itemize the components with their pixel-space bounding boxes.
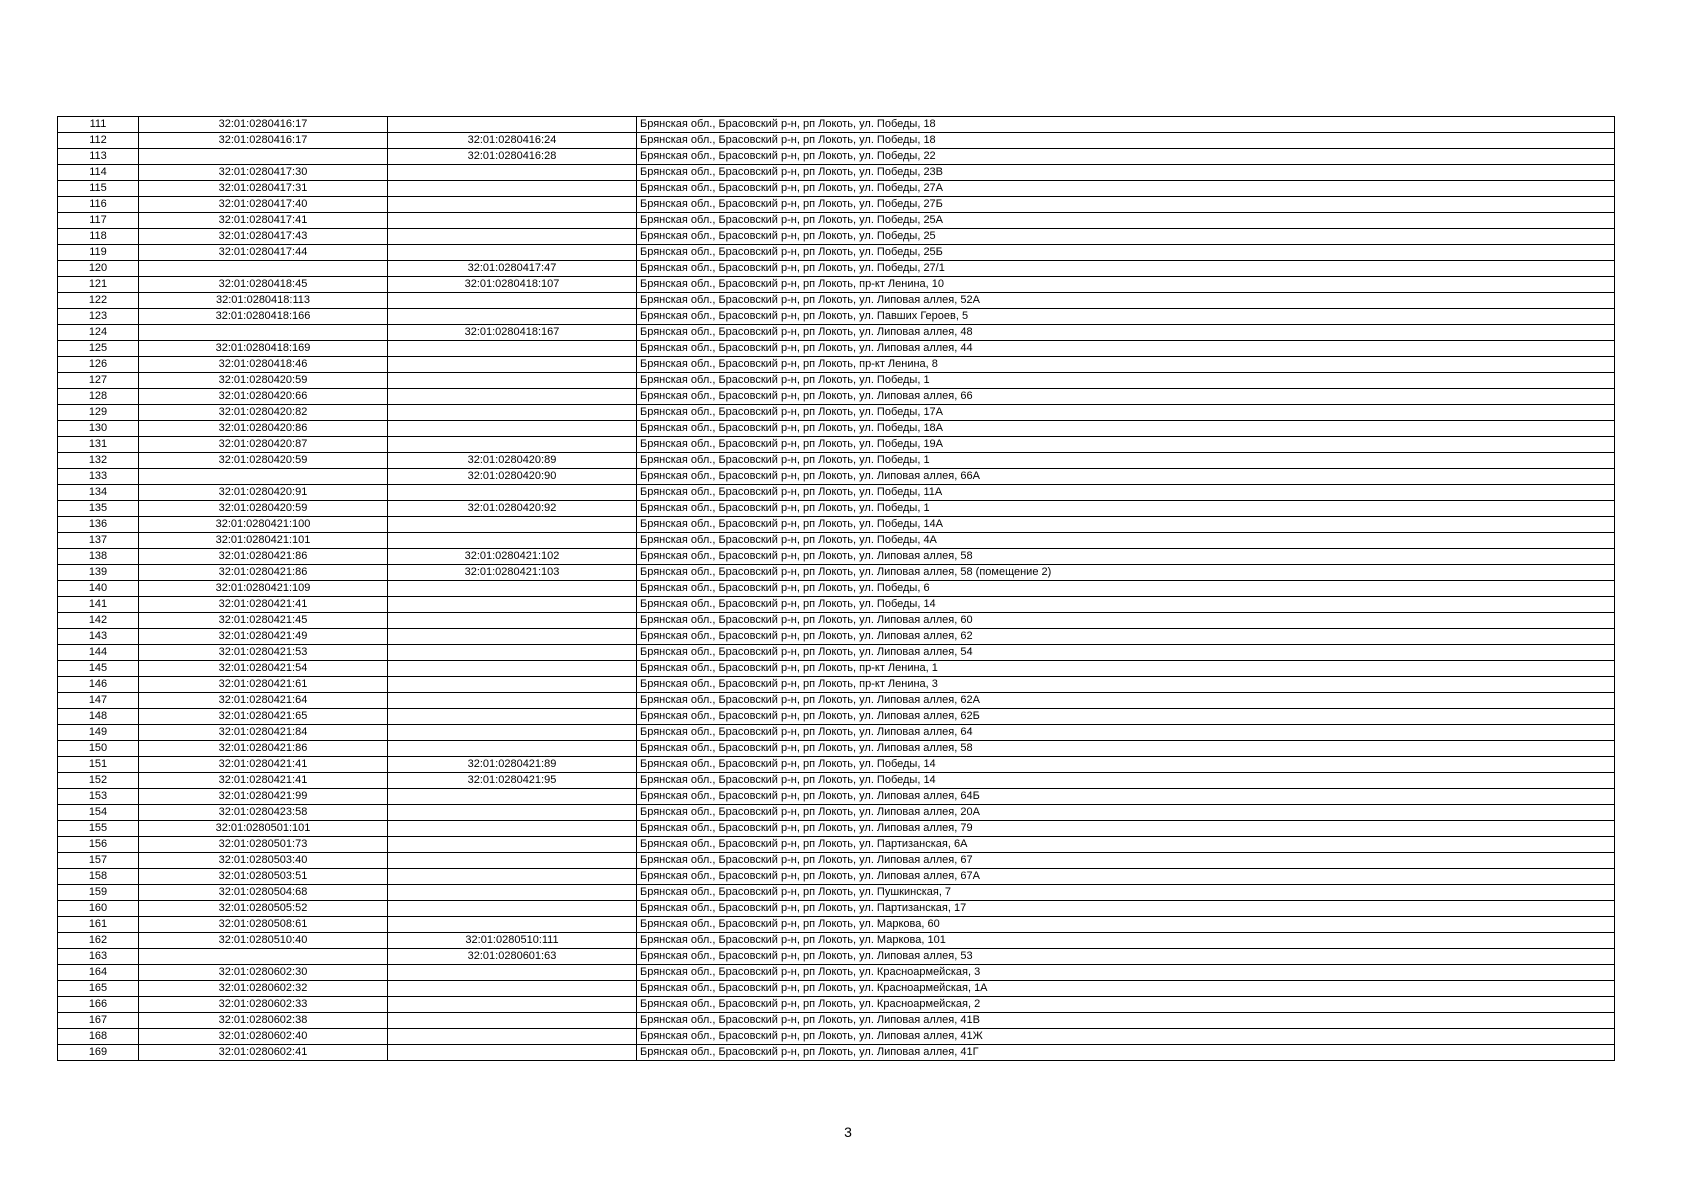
cadastral-number-cell: 32:01:0280420:59 [139, 453, 388, 469]
related-cadastral-number-cell: 32:01:0280416:28 [388, 149, 637, 165]
row-number-cell: 156 [58, 837, 139, 853]
table-row [58, 917, 1615, 933]
related-cadastral-number-cell [388, 437, 637, 453]
row-number-cell: 132 [58, 453, 139, 469]
table-row [58, 885, 1615, 901]
table-row [58, 181, 1615, 197]
related-cadastral-number-cell [388, 165, 637, 181]
related-cadastral-number-cell [388, 581, 637, 597]
address-cell: Брянская обл., Брасовский р-н, рп Локоть, ул. Победы, 25 [637, 229, 1615, 245]
table-row [58, 965, 1615, 981]
address-cell: Брянская обл., Брасовский р-н, рп Локоть, ул. Победы, 14А [637, 517, 1615, 533]
row-number-cell: 121 [58, 277, 139, 293]
related-cadastral-number-cell: 32:01:0280420:92 [388, 501, 637, 517]
address-cell: Брянская обл., Брасовский р-н, рп Локоть, ул. Липовая аллея, 62Б [637, 709, 1615, 725]
row-number-cell: 141 [58, 597, 139, 613]
related-cadastral-number-cell [388, 389, 637, 405]
address-cell: Брянская обл., Брасовский р-н, рп Локоть, ул. Победы, 1 [637, 373, 1615, 389]
cadastral-number-cell: 32:01:0280417:43 [139, 229, 388, 245]
table-row [58, 1013, 1615, 1029]
table-row [58, 197, 1615, 213]
table-row [58, 981, 1615, 997]
cadastral-number-cell: 32:01:0280508:61 [139, 917, 388, 933]
table-row [58, 325, 1615, 341]
cadastral-number-cell: 32:01:0280504:68 [139, 885, 388, 901]
cadastral-number-cell: 32:01:0280421:101 [139, 533, 388, 549]
row-number-cell: 163 [58, 949, 139, 965]
address-cell: Брянская обл., Брасовский р-н, рп Локоть, ул. Красноармейская, 1А [637, 981, 1615, 997]
related-cadastral-number-cell [388, 629, 637, 645]
related-cadastral-number-cell [388, 869, 637, 885]
address-cell: Брянская обл., Брасовский р-н, рп Локоть, ул. Липовая аллея, 60 [637, 613, 1615, 629]
row-number-cell: 154 [58, 805, 139, 821]
table-row [58, 677, 1615, 693]
related-cadastral-number-cell [388, 613, 637, 629]
related-cadastral-number-cell: 32:01:0280421:102 [388, 549, 637, 565]
table-row [58, 629, 1615, 645]
row-number-cell: 117 [58, 213, 139, 229]
cadastral-number-cell: 32:01:0280503:51 [139, 869, 388, 885]
row-number-cell: 166 [58, 997, 139, 1013]
table-row [58, 901, 1615, 917]
cadastral-number-cell: 32:01:0280420:59 [139, 501, 388, 517]
table-row [58, 453, 1615, 469]
address-cell: Брянская обл., Брасовский р-н, рп Локоть, ул. Победы, 14 [637, 773, 1615, 789]
cadastral-number-cell: 32:01:0280418:113 [139, 293, 388, 309]
row-number-cell: 131 [58, 437, 139, 453]
row-number-cell: 150 [58, 741, 139, 757]
table-row [58, 741, 1615, 757]
address-cell: Брянская обл., Брасовский р-н, рп Локоть, ул. Победы, 6 [637, 581, 1615, 597]
row-number-cell: 140 [58, 581, 139, 597]
cadastral-number-cell [139, 949, 388, 965]
cadastral-number-cell: 32:01:0280420:86 [139, 421, 388, 437]
cadastral-number-cell: 32:01:0280421:65 [139, 709, 388, 725]
cadastral-number-cell: 32:01:0280510:40 [139, 933, 388, 949]
cadastral-number-cell: 32:01:0280418:46 [139, 357, 388, 373]
table-row [58, 869, 1615, 885]
row-number-cell: 145 [58, 661, 139, 677]
address-cell: Брянская обл., Брасовский р-н, рп Локоть, ул. Липовая аллея, 58 [637, 549, 1615, 565]
cadastral-number-cell [139, 149, 388, 165]
related-cadastral-number-cell [388, 597, 637, 613]
row-number-cell: 168 [58, 1029, 139, 1045]
cadastral-number-cell: 32:01:0280417:30 [139, 165, 388, 181]
cadastral-number-cell: 32:01:0280421:86 [139, 549, 388, 565]
address-cell: Брянская обл., Брасовский р-н, рп Локоть, ул. Липовая аллея, 66А [637, 469, 1615, 485]
related-cadastral-number-cell: 32:01:0280418:107 [388, 277, 637, 293]
row-number-cell: 133 [58, 469, 139, 485]
row-number-cell: 164 [58, 965, 139, 981]
address-cell: Брянская обл., Брасовский р-н, рп Локоть, ул. Липовая аллея, 67 [637, 853, 1615, 869]
cadastral-number-cell: 32:01:0280420:87 [139, 437, 388, 453]
address-cell: Брянская обл., Брасовский р-н, рп Локоть, ул. Липовая аллея, 79 [637, 821, 1615, 837]
cadastral-number-cell [139, 261, 388, 277]
address-cell: Брянская обл., Брасовский р-н, рп Локоть, ул. Маркова, 60 [637, 917, 1615, 933]
related-cadastral-number-cell [388, 725, 637, 741]
related-cadastral-number-cell [388, 709, 637, 725]
table-row [58, 805, 1615, 821]
related-cadastral-number-cell [388, 341, 637, 357]
address-cell: Брянская обл., Брасовский р-н, рп Локоть, ул. Победы, 14 [637, 757, 1615, 773]
related-cadastral-number-cell [388, 405, 637, 421]
row-number-cell: 143 [58, 629, 139, 645]
table-row [58, 581, 1615, 597]
row-number-cell: 155 [58, 821, 139, 837]
row-number-cell: 138 [58, 549, 139, 565]
address-cell: Брянская обл., Брасовский р-н, рп Локоть, ул. Липовая аллея, 41В [637, 1013, 1615, 1029]
row-number-cell: 149 [58, 725, 139, 741]
row-number-cell: 146 [58, 677, 139, 693]
cadastral-number-cell: 32:01:0280421:54 [139, 661, 388, 677]
data-table [57, 116, 1615, 1061]
cadastral-number-cell [139, 469, 388, 485]
row-number-cell: 129 [58, 405, 139, 421]
related-cadastral-number-cell [388, 821, 637, 837]
cadastral-number-cell: 32:01:0280421:53 [139, 645, 388, 661]
address-cell: Брянская обл., Брасовский р-н, рп Локоть, ул. Победы, 19А [637, 437, 1615, 453]
address-cell: Брянская обл., Брасовский р-н, рп Локоть, ул. Липовая аллея, 48 [637, 325, 1615, 341]
related-cadastral-number-cell [388, 789, 637, 805]
cadastral-number-cell: 32:01:0280421:100 [139, 517, 388, 533]
table-row [58, 1045, 1615, 1061]
row-number-cell: 159 [58, 885, 139, 901]
address-cell: Брянская обл., Брасовский р-н, рп Локоть, ул. Маркова, 101 [637, 933, 1615, 949]
related-cadastral-number-cell [388, 693, 637, 709]
row-number-cell: 120 [58, 261, 139, 277]
cadastral-number-cell: 32:01:0280421:41 [139, 597, 388, 613]
row-number-cell: 130 [58, 421, 139, 437]
address-cell: Брянская обл., Брасовский р-н, рп Локоть, ул. Пушкинская, 7 [637, 885, 1615, 901]
address-cell: Брянская обл., Брасовский р-н, рп Локоть, ул. Липовая аллея, 41Ж [637, 1029, 1615, 1045]
table-row [58, 309, 1615, 325]
table-row [58, 773, 1615, 789]
cadastral-number-cell: 32:01:0280423:58 [139, 805, 388, 821]
related-cadastral-number-cell [388, 517, 637, 533]
row-number-cell: 127 [58, 373, 139, 389]
related-cadastral-number-cell [388, 1045, 637, 1061]
related-cadastral-number-cell [388, 1013, 637, 1029]
related-cadastral-number-cell [388, 229, 637, 245]
related-cadastral-number-cell: 32:01:0280510:111 [388, 933, 637, 949]
address-cell: Брянская обл., Брасовский р-н, рп Локоть, ул. Липовая аллея, 67А [637, 869, 1615, 885]
address-cell: Брянская обл., Брасовский р-н, рп Локоть, ул. Победы, 11А [637, 485, 1615, 501]
table-row [58, 277, 1615, 293]
related-cadastral-number-cell [388, 293, 637, 309]
table-row [58, 645, 1615, 661]
cadastral-number-cell: 32:01:0280421:41 [139, 757, 388, 773]
cadastral-number-cell: 32:01:0280420:91 [139, 485, 388, 501]
address-cell: Брянская обл., Брасовский р-н, рп Локоть, ул. Липовая аллея, 66 [637, 389, 1615, 405]
cadastral-number-cell: 32:01:0280421:86 [139, 565, 388, 581]
table-row [58, 405, 1615, 421]
table-row [58, 245, 1615, 261]
table-row [58, 789, 1615, 805]
related-cadastral-number-cell [388, 837, 637, 853]
row-number-cell: 142 [58, 613, 139, 629]
row-number-cell: 119 [58, 245, 139, 261]
address-cell: Брянская обл., Брасовский р-н, рп Локоть, ул. Победы, 14 [637, 597, 1615, 613]
row-number-cell: 114 [58, 165, 139, 181]
cadastral-number-cell: 32:01:0280602:32 [139, 981, 388, 997]
cadastral-number-cell: 32:01:0280421:84 [139, 725, 388, 741]
row-number-cell: 157 [58, 853, 139, 869]
table-row [58, 757, 1615, 773]
cadastral-number-cell: 32:01:0280602:41 [139, 1045, 388, 1061]
table-row [58, 533, 1615, 549]
row-number-cell: 136 [58, 517, 139, 533]
address-cell: Брянская обл., Брасовский р-н, рп Локоть, ул. Липовая аллея, 62А [637, 693, 1615, 709]
related-cadastral-number-cell [388, 853, 637, 869]
table-row [58, 213, 1615, 229]
row-number-cell: 137 [58, 533, 139, 549]
address-cell: Брянская обл., Брасовский р-н, рп Локоть, ул. Красноармейская, 3 [637, 965, 1615, 981]
address-cell: Брянская обл., Брасовский р-н, рп Локоть, ул. Партизанская, 17 [637, 901, 1615, 917]
related-cadastral-number-cell [388, 917, 637, 933]
row-number-cell: 116 [58, 197, 139, 213]
related-cadastral-number-cell [388, 885, 637, 901]
related-cadastral-number-cell: 32:01:0280417:47 [388, 261, 637, 277]
address-cell: Брянская обл., Брасовский р-н, рп Локоть, ул. Победы, 27Б [637, 197, 1615, 213]
cadastral-number-cell: 32:01:0280503:40 [139, 853, 388, 869]
cadastral-number-cell: 32:01:0280418:45 [139, 277, 388, 293]
related-cadastral-number-cell [388, 373, 637, 389]
cadastral-number-cell: 32:01:0280416:17 [139, 117, 388, 133]
table-row [58, 501, 1615, 517]
row-number-cell: 147 [58, 693, 139, 709]
address-cell: Брянская обл., Брасовский р-н, рп Локоть, ул. Победы, 23В [637, 165, 1615, 181]
table-row [58, 949, 1615, 965]
table-row [58, 1029, 1615, 1045]
row-number-cell: 112 [58, 133, 139, 149]
row-number-cell: 165 [58, 981, 139, 997]
table-row [58, 693, 1615, 709]
address-cell: Брянская обл., Брасовский р-н, рп Локоть, ул. Липовая аллея, 44 [637, 341, 1615, 357]
address-cell: Брянская обл., Брасовский р-н, рп Локоть, ул. Липовая аллея, 53 [637, 949, 1615, 965]
related-cadastral-number-cell [388, 117, 637, 133]
table-row [58, 341, 1615, 357]
address-cell: Брянская обл., Брасовский р-н, рп Локоть, ул. Победы, 27А [637, 181, 1615, 197]
related-cadastral-number-cell: 32:01:0280421:95 [388, 773, 637, 789]
table-row [58, 485, 1615, 501]
address-cell: Брянская обл., Брасовский р-н, рп Локоть, ул. Липовая аллея, 64 [637, 725, 1615, 741]
cadastral-number-cell: 32:01:0280416:17 [139, 133, 388, 149]
related-cadastral-number-cell [388, 245, 637, 261]
related-cadastral-number-cell [388, 533, 637, 549]
address-cell: Брянская обл., Брасовский р-н, рп Локоть, ул. Липовая аллея, 64Б [637, 789, 1615, 805]
table-row [58, 389, 1615, 405]
cadastral-number-cell: 32:01:0280417:41 [139, 213, 388, 229]
related-cadastral-number-cell [388, 805, 637, 821]
row-number-cell: 162 [58, 933, 139, 949]
table-row [58, 725, 1615, 741]
address-cell: Брянская обл., Брасовский р-н, рп Локоть, ул. Победы, 18 [637, 133, 1615, 149]
row-number-cell: 148 [58, 709, 139, 725]
address-cell: Брянская обл., Брасовский р-н, рп Локоть, пр-кт Ленина, 1 [637, 661, 1615, 677]
cadastral-number-cell: 32:01:0280505:52 [139, 901, 388, 917]
row-number-cell: 122 [58, 293, 139, 309]
row-number-cell: 115 [58, 181, 139, 197]
row-number-cell: 151 [58, 757, 139, 773]
row-number-cell: 134 [58, 485, 139, 501]
cadastral-number-cell: 32:01:0280602:40 [139, 1029, 388, 1045]
address-cell: Брянская обл., Брасовский р-н, рп Локоть, пр-кт Ленина, 8 [637, 357, 1615, 373]
address-cell: Брянская обл., Брасовский р-н, рп Локоть, ул. Красноармейская, 2 [637, 997, 1615, 1013]
cadastral-number-cell: 32:01:0280421:109 [139, 581, 388, 597]
related-cadastral-number-cell [388, 1029, 637, 1045]
cadastral-number-cell: 32:01:0280420:82 [139, 405, 388, 421]
cadastral-number-cell: 32:01:0280421:41 [139, 773, 388, 789]
address-cell: Брянская обл., Брасовский р-н, рп Локоть, ул. Липовая аллея, 54 [637, 645, 1615, 661]
row-number-cell: 167 [58, 1013, 139, 1029]
related-cadastral-number-cell [388, 965, 637, 981]
table-row [58, 357, 1615, 373]
table-row [58, 821, 1615, 837]
row-number-cell: 135 [58, 501, 139, 517]
table-row [58, 997, 1615, 1013]
page-number: 3 [844, 1124, 852, 1140]
table-row [58, 149, 1615, 165]
cadastral-number-cell: 32:01:0280602:30 [139, 965, 388, 981]
table-row [58, 117, 1615, 133]
table-row [58, 293, 1615, 309]
address-cell: Брянская обл., Брасовский р-н, рп Локоть, пр-кт Ленина, 3 [637, 677, 1615, 693]
address-cell: Брянская обл., Брасовский р-н, рп Локоть, ул. Победы, 18 [637, 117, 1615, 133]
related-cadastral-number-cell: 32:01:0280421:89 [388, 757, 637, 773]
address-cell: Брянская обл., Брасовский р-н, рп Локоть, ул. Победы, 17А [637, 405, 1615, 421]
related-cadastral-number-cell [388, 181, 637, 197]
row-number-cell: 123 [58, 309, 139, 325]
cadastral-number-cell: 32:01:0280421:99 [139, 789, 388, 805]
row-number-cell: 139 [58, 565, 139, 581]
row-number-cell: 118 [58, 229, 139, 245]
cadastral-number-cell: 32:01:0280417:31 [139, 181, 388, 197]
address-cell: Брянская обл., Брасовский р-н, рп Локоть, ул. Победы, 18А [637, 421, 1615, 437]
address-cell: Брянская обл., Брасовский р-н, рп Локоть, ул. Партизанская, 6А [637, 837, 1615, 853]
address-cell: Брянская обл., Брасовский р-н, рп Локоть, ул. Победы, 4А [637, 533, 1615, 549]
table-row [58, 837, 1615, 853]
address-cell: Брянская обл., Брасовский р-н, рп Локоть, ул. Победы, 22 [637, 149, 1615, 165]
table-row [58, 421, 1615, 437]
address-cell: Брянская обл., Брасовский р-н, рп Локоть, ул. Победы, 1 [637, 501, 1615, 517]
table-row [58, 261, 1615, 277]
cadastral-number-cell: 32:01:0280501:101 [139, 821, 388, 837]
cadastral-number-cell: 32:01:0280420:66 [139, 389, 388, 405]
cadastral-number-cell: 32:01:0280421:49 [139, 629, 388, 645]
related-cadastral-number-cell: 32:01:0280601:63 [388, 949, 637, 965]
address-cell: Брянская обл., Брасовский р-н, рп Локоть, ул. Липовая аллея, 58 (помещение 2) [637, 565, 1615, 581]
address-cell: Брянская обл., Брасовский р-н, рп Локоть, ул. Победы, 25Б [637, 245, 1615, 261]
address-cell: Брянская обл., Брасовский р-н, рп Локоть, ул. Липовая аллея, 41Г [637, 1045, 1615, 1061]
address-cell: Брянская обл., Брасовский р-н, рп Локоть, пр-кт Ленина, 10 [637, 277, 1615, 293]
row-number-cell: 128 [58, 389, 139, 405]
related-cadastral-number-cell [388, 645, 637, 661]
table-row [58, 469, 1615, 485]
cadastral-number-cell: 32:01:0280421:86 [139, 741, 388, 757]
table-row [58, 597, 1615, 613]
address-cell: Брянская обл., Брасовский р-н, рп Локоть, ул. Липовая аллея, 62 [637, 629, 1615, 645]
row-number-cell: 113 [58, 149, 139, 165]
related-cadastral-number-cell: 32:01:0280416:24 [388, 133, 637, 149]
table-row [58, 709, 1615, 725]
row-number-cell: 160 [58, 901, 139, 917]
cadastral-number-cell: 32:01:0280421:45 [139, 613, 388, 629]
table-row [58, 517, 1615, 533]
cadastral-number-cell: 32:01:0280417:40 [139, 197, 388, 213]
cadastral-number-cell: 32:01:0280418:169 [139, 341, 388, 357]
address-cell: Брянская обл., Брасовский р-н, рп Локоть, ул. Победы, 27/1 [637, 261, 1615, 277]
table-body [58, 117, 1615, 1061]
cadastral-number-cell: 32:01:0280417:44 [139, 245, 388, 261]
row-number-cell: 126 [58, 357, 139, 373]
table-row [58, 165, 1615, 181]
related-cadastral-number-cell [388, 677, 637, 693]
table-row [58, 565, 1615, 581]
table-row [58, 661, 1615, 677]
cadastral-number-cell [139, 325, 388, 341]
table-row [58, 853, 1615, 869]
related-cadastral-number-cell [388, 309, 637, 325]
table-row [58, 437, 1615, 453]
related-cadastral-number-cell [388, 741, 637, 757]
address-cell: Брянская обл., Брасовский р-н, рп Локоть, ул. Победы, 25А [637, 213, 1615, 229]
related-cadastral-number-cell: 32:01:0280421:103 [388, 565, 637, 581]
table-row [58, 549, 1615, 565]
row-number-cell: 153 [58, 789, 139, 805]
related-cadastral-number-cell: 32:01:0280420:89 [388, 453, 637, 469]
related-cadastral-number-cell [388, 981, 637, 997]
table-row [58, 373, 1615, 389]
row-number-cell: 161 [58, 917, 139, 933]
row-number-cell: 169 [58, 1045, 139, 1061]
related-cadastral-number-cell [388, 901, 637, 917]
row-number-cell: 158 [58, 869, 139, 885]
row-number-cell: 125 [58, 341, 139, 357]
row-number-cell: 111 [58, 117, 139, 133]
related-cadastral-number-cell [388, 421, 637, 437]
cadastral-number-cell: 32:01:0280602:33 [139, 997, 388, 1013]
table-row [58, 613, 1615, 629]
address-cell: Брянская обл., Брасовский р-н, рп Локоть, ул. Победы, 1 [637, 453, 1615, 469]
address-cell: Брянская обл., Брасовский р-н, рп Локоть, ул. Липовая аллея, 52А [637, 293, 1615, 309]
related-cadastral-number-cell [388, 661, 637, 677]
related-cadastral-number-cell [388, 197, 637, 213]
table-row [58, 229, 1615, 245]
related-cadastral-number-cell [388, 213, 637, 229]
related-cadastral-number-cell [388, 485, 637, 501]
cadastral-number-cell: 32:01:0280421:64 [139, 693, 388, 709]
related-cadastral-number-cell: 32:01:0280418:167 [388, 325, 637, 341]
row-number-cell: 124 [58, 325, 139, 341]
cadastral-number-cell: 32:01:0280421:61 [139, 677, 388, 693]
related-cadastral-number-cell [388, 997, 637, 1013]
related-cadastral-number-cell: 32:01:0280420:90 [388, 469, 637, 485]
row-number-cell: 144 [58, 645, 139, 661]
related-cadastral-number-cell [388, 357, 637, 373]
address-cell: Брянская обл., Брасовский р-н, рп Локоть, ул. Липовая аллея, 20А [637, 805, 1615, 821]
address-cell: Брянская обл., Брасовский р-н, рп Локоть, ул. Липовая аллея, 58 [637, 741, 1615, 757]
table-row [58, 133, 1615, 149]
cadastral-number-cell: 32:01:0280602:38 [139, 1013, 388, 1029]
cadastral-number-cell: 32:01:0280501:73 [139, 837, 388, 853]
row-number-cell: 152 [58, 773, 139, 789]
cadastral-number-cell: 32:01:0280420:59 [139, 373, 388, 389]
address-cell: Брянская обл., Брасовский р-н, рп Локоть, ул. Павших Героев, 5 [637, 309, 1615, 325]
table-row [58, 933, 1615, 949]
cadastral-number-cell: 32:01:0280418:166 [139, 309, 388, 325]
